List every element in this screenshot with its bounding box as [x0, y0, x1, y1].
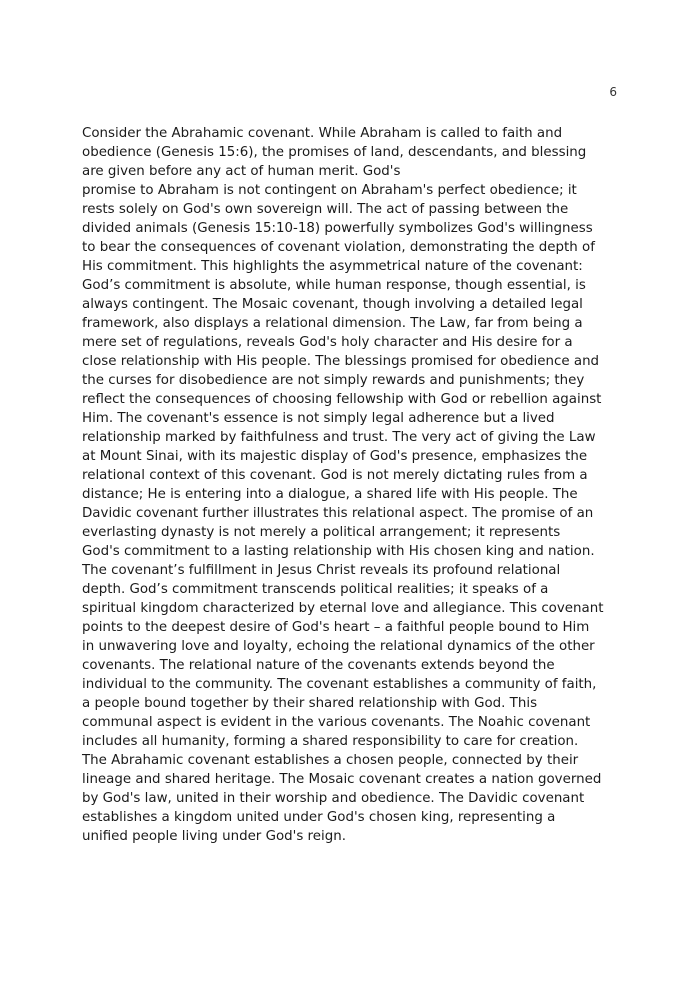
text-line: The Abrahamic covenant establishes a chosen people, connected by their	[82, 753, 579, 768]
text-line: lineage and shared heritage. The Mosaic covenant creates a nation governed	[82, 772, 602, 787]
text-line: His commitment. This highlights the asymmetrical nature of the covenant:	[82, 259, 583, 274]
body-paragraph	[82, 124, 622, 846]
text-line: relational context of this covenant. God is not merely dictating rules from a	[82, 468, 588, 483]
text-line: are given before any act of human merit. God's	[82, 164, 401, 179]
page-number: 6	[609, 85, 617, 99]
text-line: everlasting dynasty is not merely a political arrangement; it represents	[82, 525, 561, 540]
text-line: mere set of regulations, reveals God's holy character and His desire for a	[82, 335, 573, 350]
text-line: close relationship with His people. The blessings promised for obedience and	[82, 354, 600, 369]
text-line: communal aspect is evident in the various covenants. The Noahic covenant	[82, 715, 591, 730]
text-line: Davidic covenant further illustrates this relational aspect. The promise of an	[82, 506, 594, 521]
text-line: promise to Abraham is not contingent on Abraham's perfect obedience; it	[82, 183, 577, 198]
text-line: Consider the Abrahamic covenant. While Abraham is called to faith and	[82, 126, 563, 141]
text-line: in unwavering love and loyalty, echoing the relational dynamics of the other	[82, 639, 595, 654]
text-line: always contingent. The Mosaic covenant, though involving a detailed legal	[82, 297, 583, 312]
text-line: unified people living under God's reign.	[82, 829, 346, 844]
text-line: establishes a kingdom united under God's chosen king, representing a	[82, 810, 556, 825]
text-line: covenants. The relational nature of the covenants extends beyond the	[82, 658, 555, 673]
text-line: distance; He is entering into a dialogue, a shared life with His people. The	[82, 487, 578, 502]
text-line: Him. The covenant's essence is not simply legal adherence but a lived	[82, 411, 555, 426]
text-line: individual to the community. The covenant establishes a community of faith,	[82, 677, 597, 692]
text-line: a people bound together by their shared relationship with God. This	[82, 696, 538, 711]
text-line: relationship marked by faithfulness and trust. The very act of giving the Law	[82, 430, 596, 445]
text-line: God's commitment to a lasting relationship with His chosen king and nation.	[82, 544, 595, 559]
text-line: The covenant’s fulfillment in Jesus Christ reveals its profound relational	[82, 563, 561, 578]
text-line: depth. God’s commitment transcends political realities; it speaks of a	[82, 582, 549, 597]
text-line: points to the deepest desire of God's heart – a faithful people bound to Him	[82, 620, 590, 635]
text-line: spiritual kingdom characterized by eternal love and allegiance. This covenant	[82, 601, 604, 616]
text-line: at Mount Sinai, with its majestic display of God's presence, emphasizes the	[82, 449, 588, 464]
text-line: divided animals (Genesis 15:10-18) powerfully symbolizes God's willingness	[82, 221, 593, 236]
text-line: the curses for disobedience are not simply rewards and punishments; they	[82, 373, 585, 388]
text-line: God’s commitment is absolute, while human response, though essential, is	[82, 278, 586, 293]
text-line: to bear the consequences of covenant violation, demonstrating the depth of	[82, 240, 595, 255]
text-line: reflect the consequences of choosing fellowship with God or rebellion against	[82, 392, 602, 407]
text-line: obedience (Genesis 15:6), the promises of land, descendants, and blessing	[82, 145, 587, 160]
text-line: framework, also displays a relational dimension. The Law, far from being a	[82, 316, 583, 331]
text-line: by God's law, united in their worship and obedience. The Davidic covenant	[82, 791, 585, 806]
text-line: includes all humanity, forming a shared responsibility to care for creation.	[82, 734, 579, 749]
text-line: rests solely on God's own sovereign will. The act of passing between the	[82, 202, 569, 217]
